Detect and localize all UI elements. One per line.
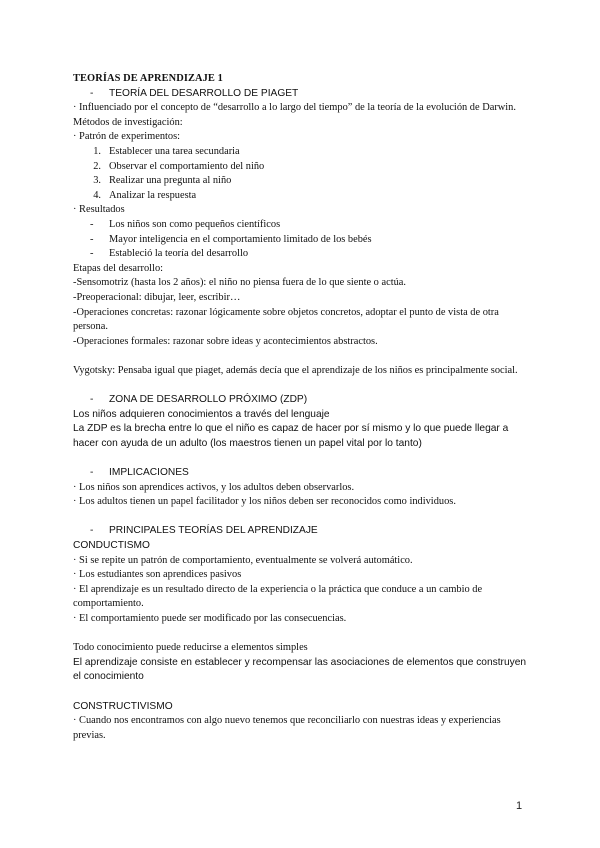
dash-marker: - [90, 467, 94, 479]
section-heading-teorias [73, 524, 533, 539]
section-heading-piaget [73, 87, 533, 102]
dash-marker: - [90, 525, 94, 537]
stage-item: -Sensomotriz (hasta los 2 años): el niño no piensa fuera de lo que siente o actúa. [73, 277, 406, 289]
section-heading-text: IMPLICACIONES [109, 467, 189, 479]
methods-label: Métodos de investigación: [73, 116, 183, 128]
list-item [73, 145, 533, 160]
section-heading-text: PRINCIPALES TEORÍAS DEL APRENDIZAJE [109, 525, 318, 537]
results-label: · Resultados [73, 204, 125, 216]
section-heading-implicaciones [73, 466, 533, 481]
stages-label: Etapas del desarrollo: [73, 262, 164, 274]
list-item [73, 233, 533, 248]
stage-item: -Operaciones concretas: razonar lógicamente sobre objetos concretos, adoptar el punto de vista de otra persona. [73, 306, 499, 333]
conductismo-item: · Si se repite un patrón de comportamiento, eventualmente se volverá automático. [73, 554, 413, 566]
dash-marker: - [90, 233, 94, 245]
dash-marker: - [90, 248, 94, 260]
list-number: 1. [93, 145, 101, 157]
list-number: 2. [93, 160, 101, 172]
conductismo-item: · Los estudiantes son aprendices pasivos [73, 569, 242, 581]
list-item [73, 189, 533, 204]
list-item-text: Los niños son como pequeños científicos [109, 218, 281, 230]
page-number: 1 [516, 800, 523, 812]
list-item-text: Estableció la teoría del desarrollo [109, 248, 249, 260]
implication-item: · Los adultos tienen un papel facilitador y los niños deben ser reconocidos como individuos. [73, 496, 456, 508]
section-heading-zdp [73, 393, 533, 408]
conductismo-item: · El aprendizaje es un resultado directo de la experiencia o la práctica que conduce a un cambio de comportamiento. [73, 583, 483, 610]
constructivismo-item: · Cuando nos encontramos con algo nuevo tenemos que reconciliarlo con nuestras ideas y experiencias previas. [73, 715, 501, 741]
piaget-intro: · Influenciado por el concepto de “desarrollo a lo largo del tiempo” de la teoría de la evolución de Darwin. [73, 102, 516, 114]
list-item [73, 160, 533, 175]
section-heading-text: TEORÍA DEL DESARROLLO DE PIAGET [109, 87, 299, 99]
list-item-text: Mayor inteligencia en el comportamiento limitado de los bebés [109, 233, 372, 245]
spacer [73, 349, 533, 364]
spacer [73, 510, 533, 525]
conductismo-extra: El aprendizaje consiste en establecer y recompensar las asociaciones de elementos que construyen el conocimiento [73, 656, 527, 683]
list-number: 3. [93, 175, 101, 187]
list-item-text: Establecer una tarea secundaria [109, 145, 240, 157]
stage-item: -Operaciones formales: razonar sobre ideas y acontecimientos abstractos. [73, 335, 378, 347]
stage-item: -Preoperacional: dibujar, leer, escribir… [73, 291, 241, 303]
spacer [73, 627, 533, 642]
conductismo-item: · El comportamiento puede ser modificado por las consecuencias. [73, 612, 347, 624]
list-number: 4. [93, 189, 101, 201]
list-item [73, 174, 533, 189]
spacer [73, 685, 533, 700]
section-heading-text: ZONA DE DESARROLLO PRÓXIMO (ZDP) [109, 394, 308, 406]
zdp-definition: La ZDP es la brecha entre lo que el niño es capaz de hacer por sí mismo y lo que puede llegar a hacer con ayuda de un adulto (los maestros tienen un papel vital por lo tanto) [73, 423, 509, 449]
list-item [73, 218, 533, 233]
zdp-line: Los niños adquieren conocimientos a través del lenguaje [73, 408, 330, 420]
list-item-text: Observar el comportamiento del niño [109, 160, 265, 172]
list-item-text: Analizar la respuesta [109, 189, 197, 201]
spacer [73, 451, 533, 466]
constructivismo-label: CONSTRUCTIVISMO [73, 700, 173, 712]
dash-marker: - [90, 218, 94, 230]
spacer [73, 378, 533, 393]
implication-item: · Los niños son aprendices activos, y los adultos deben observarlos. [73, 481, 355, 493]
list-item [73, 247, 533, 262]
conductismo-extra: Todo conocimiento puede reducirse a elementos simples [73, 642, 308, 654]
conductismo-label: CONDUCTISMO [73, 540, 150, 551]
document-title: TEORÍAS DE APRENDIZAJE 1 [73, 73, 223, 84]
vygotsky-paragraph: Vygotsky: Pensaba igual que piaget, además decía que el aprendizaje de los niños es principalmente social. [73, 364, 518, 376]
list-item-text: Realizar una pregunta al niño [109, 175, 232, 187]
document-page [73, 72, 533, 743]
dash-marker: - [90, 394, 94, 406]
pattern-label: · Patrón de experimentos: [73, 131, 181, 143]
dash-marker: - [90, 87, 94, 99]
